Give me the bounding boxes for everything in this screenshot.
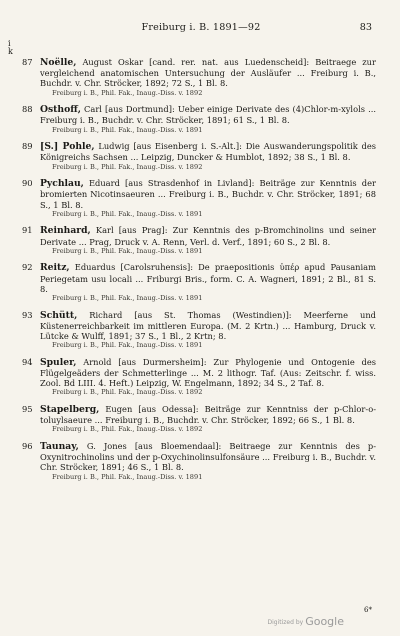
entry-number: 93 (22, 309, 33, 320)
entry-number: 92 (22, 262, 33, 273)
entry-author: Pychlau, (40, 178, 84, 190)
bibliography-entry (22, 104, 376, 134)
entry-number: 95 (22, 404, 33, 415)
entry-text: Richard [aus St. Thomas (Westindien)]: Meerferne und Küstenerreichbarkeit im mittleren Europa. (M. 2 Krtn.) ... Hamburg, Druck v. Lütcke & Wulff, 1891; 37 S., 1 Bl., 2 Krtn; 8. (40, 309, 376, 342)
entry-note: Freiburg i. B., Phil. Fak., Inaug.-Diss. v. 1891 (52, 341, 203, 350)
bibliography-entry (22, 357, 376, 397)
entry-author: Spuler, (40, 356, 77, 368)
entry-number: 91 (22, 225, 33, 236)
entry-number: 89 (22, 141, 33, 152)
running-title: Freiburg i. B. 1891—92 (141, 22, 261, 33)
entry-text: Arnold [aus Durmersheim]: Zur Phylogenie und Ontogenie des Flügelgeäders der Schmetterlinge ... M. 2 lithogr. Taf. (Aus: Zeitschr. f. wiss. Zool. Bd LIII. 4. Heft.) Leipzig, W. Engelmann, 1892; 34 S., 2 Taf. 8. (40, 356, 376, 389)
entry-note: Freiburg i. B., Phil. Fak., Inaug.-Diss. v. 1892 (52, 162, 203, 171)
entry-author: Reitz, (40, 262, 70, 274)
entry-text: G. Jones [aus Bloemendaal]: Beitraege zur Kenntnis des p-Oxynitrochinolins und der p-Oxychinolinsulfonsäure ... Freiburg i. B., Buchdr. v. Chr. Ströcker, 1891; 46 S., 1 Bl. 8. (40, 441, 376, 473)
entry-text: Ludwig [aus Eisenberg i. S.-Alt.]: Die Auswanderungspolitik des Königreichs Sachsen ... Leipzig, Duncker & Humblot, 1892; 38 S., 1 Bl. 8. (40, 141, 376, 163)
bibliography-entry (22, 441, 376, 481)
entry-text: Karl [aus Prag]: Zur Kenntnis des p-Bromchinolins und seiner Derivate ... Prag, Druck v. A. Renn, Verl. d. Verf., 1891; 60 S., 2 Bl. 8. (40, 225, 376, 247)
bibliography-entry (22, 262, 376, 302)
bibliography-entry (22, 310, 376, 350)
entry-note: Freiburg i. B., Phil. Fak., Inaug.-Diss. v. 1891 (52, 246, 203, 255)
entry-number: 87 (22, 57, 33, 67)
digitized-watermark (268, 615, 345, 628)
entry-number: 88 (22, 104, 33, 115)
entry-text: Carl [aus Dortmund]: Ueber einige Derivate des (4)Chlor-m-xylols ... Freiburg i. B., Buchdr. v. Chr. Ströcker, 1891; 61 S., 1 Bl. 8. (40, 104, 376, 126)
entry-note: Freiburg i. B., Phil. Fak., Inaug.-Diss. v. 1892 (52, 388, 203, 397)
bibliography-entry (22, 404, 376, 434)
bibliography-entry (22, 57, 376, 97)
bibliography-entry (22, 225, 376, 255)
entry-note: Freiburg i. B., Phil. Fak., Inaug.-Diss. v. 1892 (52, 425, 203, 434)
entry-note: Freiburg i. B., Phil. Fak., Inaug.-Diss. v. 1891 (52, 294, 203, 303)
page-number: 83 (359, 22, 372, 33)
entry-author: Osthoff, (40, 104, 81, 116)
entry-author: Stapelberg, (40, 404, 100, 416)
margin-mark: k (8, 47, 13, 56)
entry-author: Taunay, (40, 441, 79, 453)
signature-mark: 6* (364, 606, 372, 614)
running-header (28, 22, 374, 36)
entry-note: Freiburg i. B., Phil. Fak., Inaug.-Diss. v. 1892 (52, 88, 203, 97)
bibliography-entry (22, 141, 376, 171)
entry-note: Freiburg i. B., Phil. Fak., Inaug.-Diss. v. 1891 (52, 209, 203, 218)
bibliography-entry (22, 178, 376, 218)
margin-mark: i (8, 39, 11, 48)
entry-author: Reinhard, (40, 225, 91, 237)
margin-marks (8, 40, 13, 56)
watermark-brand: Google (305, 615, 344, 628)
entry-text: Eugen [aus Odessa]: Beiträge zur Kenntniss der p-Chlor-o-toluylsaeure ... Freiburg i. B., Buchdr. v. Chr. Ströcker, 1892; 66 S., 1 Bl. 8. (40, 404, 376, 426)
entry-text: Eduard [aus Strasdenhof in Livland]: Beiträge zur Kenntnis der bromierten Nicotinsaeuren ... Freiburg i. B., Buchdr. v. Chr. Ströcker, 1891; 68 S., 1 Bl. 8. (40, 178, 376, 210)
entry-list (22, 57, 376, 488)
entry-note: Freiburg i. B., Phil. Fak., Inaug.-Diss. v. 1891 (52, 472, 203, 481)
entry-note: Freiburg i. B., Phil. Fak., Inaug.-Diss. v. 1891 (52, 125, 203, 134)
entry-author: Noëlle, (40, 57, 77, 68)
entry-author: Schütt, (40, 309, 78, 321)
entry-text: August Oskar [cand. rer. nat. aus Luedenscheid]: Beitraege zur vergleichend anatomischen Untersuchung der Ausläufer ... Freiburg i. B., Buchdr. v. Chr. Ströcker, 1892; 72 S., 1 Bl. 8. (40, 57, 376, 89)
entry-number: 94 (22, 356, 33, 367)
entry-author: [S.] Pohle, (40, 141, 95, 153)
watermark-prefix: Digitized by (267, 618, 304, 626)
entry-number: 96 (22, 441, 33, 452)
entry-number: 90 (22, 178, 33, 189)
entry-text: Eduardus [Carolsruhensis]: De praepositionis ὑπέρ apud Pausaniam Periegetam usu locali ... Friburgi Bris., form. C. A. Wagneri, 1891; 2 Bl., 81 S. 8. (40, 262, 376, 294)
